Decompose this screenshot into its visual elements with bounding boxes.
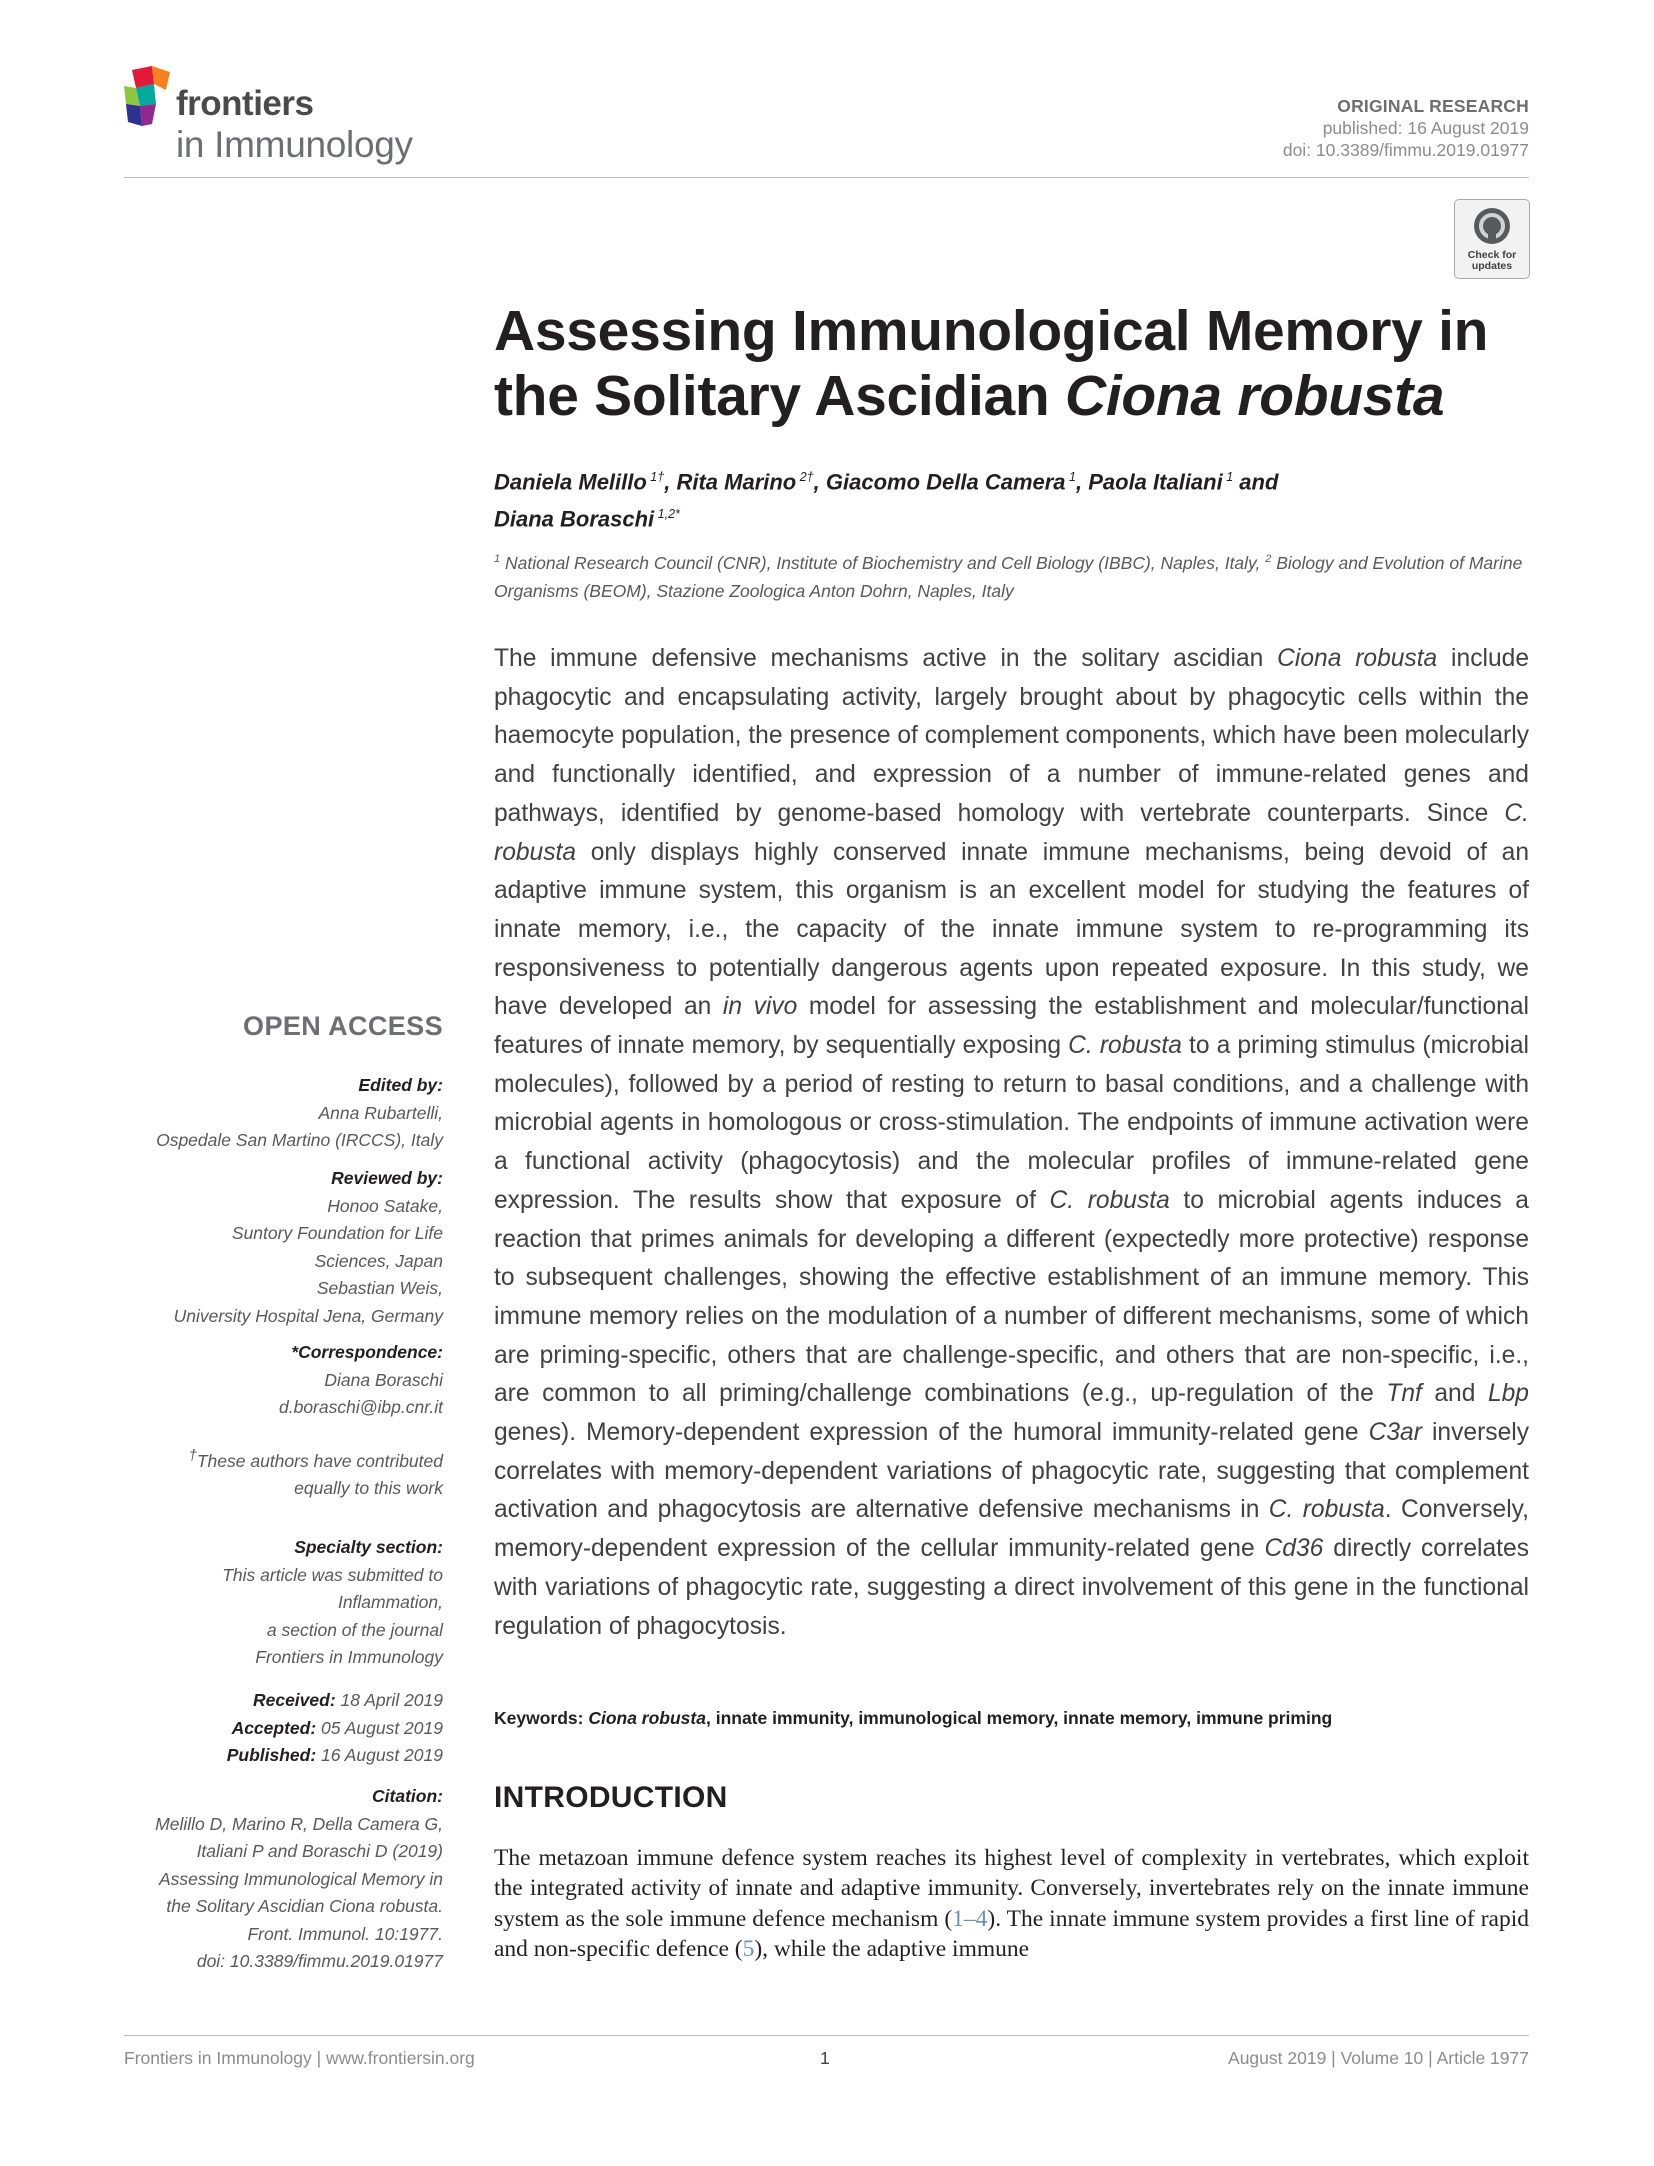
specialty-line: Inflammation, [337,1592,443,1612]
citation-line: Melillo D, Marino R, Della Camera G, [155,1813,443,1834]
author-affiliation-sup: 1 [1222,470,1234,484]
accepted-label: Accepted: [231,1717,317,1738]
title-main: Assessing Immunological Memory in the Solitary Ascidian [494,299,1489,428]
author-name[interactable]: Daniela Melillo [494,469,647,495]
abstract-italic-term: Cd36 [1264,1535,1324,1563]
header-divider [124,177,1529,178]
author-affiliation-sup: 1 [1065,470,1076,484]
author-name[interactable]: Paola Italiani [1088,469,1223,495]
reviewer-line: Honoo Satake, [327,1195,443,1216]
citation-line: Assessing Immunological Memory in [159,1868,443,1889]
title-species: Ciona robusta [1064,364,1445,428]
dates-block [113,1687,443,1770]
citation-link-1-4[interactable]: 1–4 [952,1905,988,1932]
abstract-text: include phagocytic and encapsulating activity, largely brought about by phagocytic cells within the haemocyte population, the presence of complement components, which have been molecularly and functionally identified, and expression of a number of immune-related genes and pathways, identified by genome-based homology with vertebrate counterparts. Since [494,645,1529,827]
affil-sup-2: 2 [1265,553,1272,565]
editor-line: Anna Rubartelli, [318,1102,443,1123]
abstract-text: and [1421,1380,1488,1408]
abstract-italic-term: C. robusta [494,799,1529,866]
journal-logo-line1: frontiers [176,84,314,123]
article-type: ORIGINAL RESEARCH [1337,96,1529,116]
dagger-mark: † [188,1448,197,1464]
citation-doi[interactable]: doi: 10.3389/fimmu.2019.01977 [196,1951,443,1971]
affil-2: Biology and Evolution of Marine Organisms (BEOM), Stazione Zoologica Anton Dohrn, Naples, Italy [494,552,1523,601]
author-name[interactable]: Giacomo Della Camera [825,469,1066,495]
author-separator: , [664,469,677,495]
citation-link-5[interactable]: 5 [742,1935,755,1962]
citation-block [113,1783,443,1976]
author-separator: , [813,469,826,495]
journal-logo-line2: in Immunology [176,124,413,165]
citation-line: Italiani P and Boraschi D (2019) [196,1841,443,1861]
abstract-text: The immune defensive mechanisms active in the solitary ascidian [494,645,1278,672]
footer-journal-link[interactable]: Frontiers in Immunology | www.frontiersin.org [124,2048,475,2068]
correspondence-email[interactable]: d.boraschi@ibp.cnr.it [279,1397,443,1417]
author-affiliation-sup: 1,2* [654,507,680,522]
crossmark-icon [1472,206,1512,246]
received-label: Received: [252,1690,336,1710]
author-separator: , [1075,469,1089,495]
badge-line2: updates [1471,260,1513,272]
citation-line: Front. Immunol. 10:1977. [247,1923,443,1944]
abstract-text: inversely correlates with memory-dependent variations of phagocytic rate, suggesting that complement activation and phagocytosis are alternative defensive mechanisms in [494,1419,1530,1524]
specialty-line: This article was submitted to [222,1564,443,1585]
equal-contribution-note [113,1443,443,1503]
specialty-line: a section of the journal [266,1619,443,1640]
reviewed-by-label: Reviewed by: [331,1168,443,1188]
specialty-line: Frontiers in Immunology [255,1647,443,1667]
abstract-italic-term: in vivo [722,993,798,1021]
frontiers-logo-icon [122,66,180,128]
edited-by-block [113,1072,443,1155]
affiliations [494,545,1534,605]
affil-1: National Research Council (CNR), Institute of Biochemistry and Cell Biology (IBBC), Naples, Italy, [500,552,1266,573]
author-affiliation-sup: 1† [646,470,665,484]
reviewer-line: University Hospital Jena, Germany [173,1305,443,1326]
check-for-updates-button[interactable] [1454,199,1530,279]
keywords [494,1706,1534,1730]
keywords-label: Keywords: [494,1708,589,1728]
intro-text-3: ), while the adaptive immune [754,1935,1030,1962]
edited-by-label: Edited by: [358,1075,443,1095]
abstract-text: genes). Memory-dependent expression of the humoral immunity-related gene [494,1419,1369,1447]
author-name[interactable]: Rita Marino [676,469,797,495]
badge-line1: Check for [1467,249,1517,261]
reviewer-line: Suntory Foundation for Life [231,1223,443,1243]
correspondence-label: *Correspondence: [291,1342,443,1362]
contrib-line: equally to this work [294,1478,443,1499]
keyword-species: Ciona robusta [588,1708,706,1728]
abstract-italic-term: Ciona robusta [1277,645,1438,672]
editor-line: Ospedale San Martino (IRCCS), Italy [156,1130,443,1150]
abstract-text: . Conversely, memory-dependent expression of the cellular immunity-related gene [494,1496,1529,1563]
abstract-italic-term: C. robusta [1049,1186,1170,1214]
article-title [494,299,1534,429]
introduction-paragraph [494,1843,1529,1964]
published-label: Published: [226,1745,317,1765]
section-heading-introduction: INTRODUCTION [494,1781,728,1814]
page-number: 1 [820,2048,830,2068]
doi-link[interactable]: doi: 10.3389/fimmu.2019.01977 [1282,140,1529,160]
citation-label: Citation: [372,1786,443,1806]
intro-text-1: The metazoan immune defence system reaches its highest level of complexity in vertebrates, which exploit the integrated activity of innate and adaptive immunity. Conversely, invertebrates rely on the innate immune system as the sole immune defence mechanism ( [494,1845,1529,1932]
affil-sup-1: 1 [494,553,501,565]
abstract-text: directly correlates with variations of phagocytic rate, suggesting a direct involvement of this gene in the functional regulation of phagocytosis. [494,1535,1529,1640]
published-date: published: 16 August 2019 [1322,118,1529,138]
abstract-text: model for assessing the establishment and molecular/functional features of innate memory, by sequentially exposing [494,993,1529,1060]
author-name[interactable]: Diana Boraschi [494,506,655,532]
reviewer-line: Sebastian Weis, [316,1278,443,1298]
intro-text-2: ). The innate immune system provides a first line of rapid and non-specific defence ( [494,1905,1529,1962]
footer-issue-info: August 2019 | Volume 10 | Article 1977 [1228,2048,1529,2068]
reviewer-line: Sciences, Japan [314,1250,443,1271]
abstract-italic-term: C3ar [1368,1419,1422,1447]
abstract-italic-term: C. robusta [1068,1032,1182,1060]
keywords-rest: , innate immunity, immunological memory, innate memory, immune priming [705,1708,1333,1728]
specialty-section-block [113,1534,443,1672]
author-affiliation-sup: 2† [796,470,814,484]
correspondence-name: Diana Boraschi [324,1369,443,1390]
published-date-side: 16 August 2019 [316,1745,443,1765]
abstract-text: only displays highly conserved innate immune mechanisms, being devoid of an adaptive immune system, this organism is an excellent model for studying the features of innate memory, i.e., the capacity of the innate immune system to re-programming its responsiveness to potentially dangerous agents upon repeated exposure. In this study, we have developed an [494,838,1529,1021]
open-access-label: OPEN ACCESS [243,1011,443,1041]
abstract-italic-term: Tnf [1386,1380,1422,1408]
correspondence-block [113,1339,443,1422]
author-separator: and [1233,469,1279,495]
abstract-text: to microbial agents induces a reaction that primes animals for developing a different (expectedly more protective) response to subsequent challenges, showing the effective establishment of an immune memory. This immune memory relies on the modulation of a number of different mechanisms, some of which are priming-specific, others that are challenge-specific, and others that are non-specific, i.e., are common to all priming/challenge combinations (e.g., up-regulation of the [494,1186,1529,1408]
citation-line: the Solitary Ascidian Ciona robusta. [166,1896,443,1916]
contrib-line: These authors have contributed [196,1450,443,1471]
footer-divider [124,2035,1529,2036]
reviewed-by-block [113,1165,443,1330]
abstract-text: to a priming stimulus (microbial molecules), followed by a period of resting to return to basal conditions, and a challenge with microbial agents in homologous or cross-stimulation. The endpoints of immune activation were a functional activity (phagocytosis) and the molecular profiles of immune-related gene expression. The results show that exposure of [494,1032,1529,1214]
specialty-label: Specialty section: [294,1537,443,1557]
abstract [494,640,1529,1646]
abstract-italic-term: C. robusta [1268,1496,1385,1524]
accepted-date: 05 August 2019 [316,1717,443,1738]
abstract-italic-term: Lbp [1487,1380,1529,1408]
author-list [494,461,1534,536]
received-date: 18 April 2019 [335,1690,443,1710]
